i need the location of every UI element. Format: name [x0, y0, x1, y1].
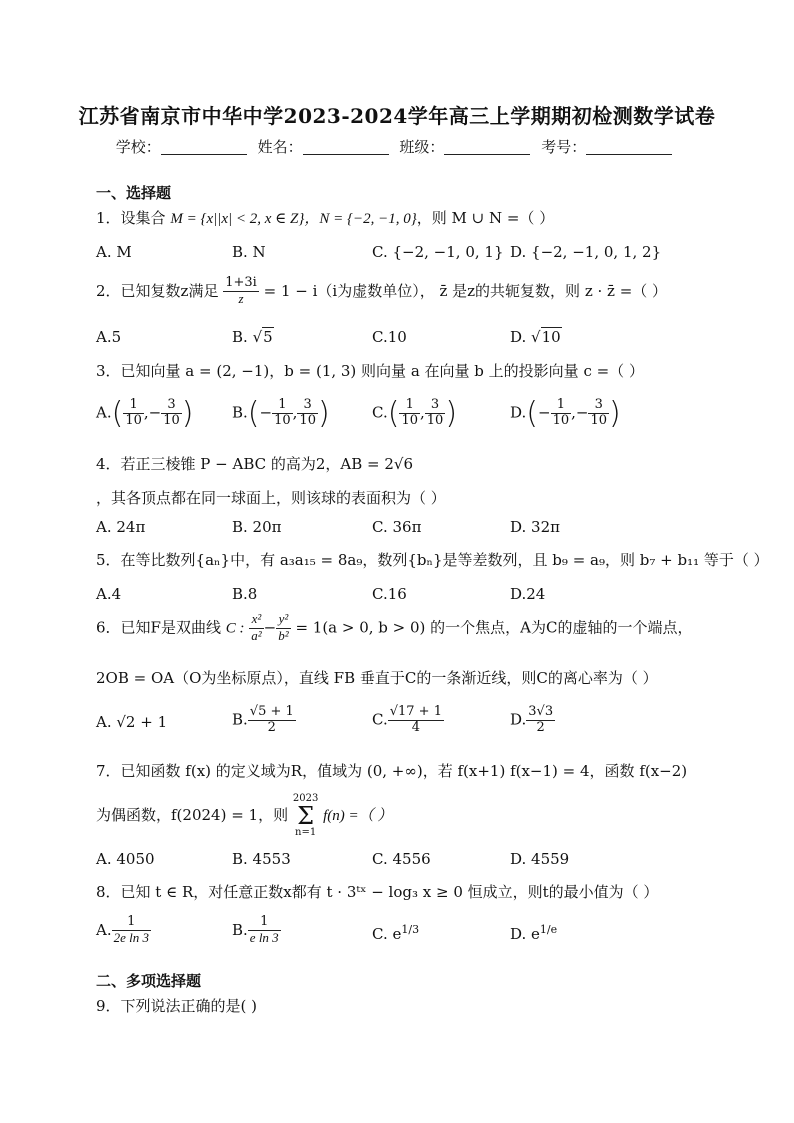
q6-option-a[interactable]: A. √2 + 1	[96, 713, 168, 731]
question-4-line-1: 4．若正三棱锥 P − ABC 的高为2，AB = 2√6	[96, 455, 414, 473]
class-label: 班级：	[399, 138, 445, 156]
q2-ask: z̄ 是z的共轭复数，则 z · z̄ =（ ）	[439, 281, 668, 300]
q3-option-c[interactable]: C.( $\frac{1}{10}$ , $\frac{3}{10}$ )	[372, 396, 458, 431]
question-4-line-2: ，其各顶点都在同一球面上，则该球的表面积为（ ）	[96, 489, 446, 507]
q2-option-c[interactable]: C.10	[372, 328, 407, 346]
q2-option-b[interactable]: B. √5	[232, 328, 273, 346]
q5-option-b[interactable]: B.8	[232, 585, 258, 603]
q1-option-c[interactable]: C. {−2, −1, 0, 1}	[372, 243, 504, 261]
id-label: 考号：	[541, 138, 587, 156]
q2-option-d[interactable]: D. √10	[510, 328, 561, 346]
q1-option-b[interactable]: B. N	[232, 243, 266, 261]
question-3: 3．已知向量 a = (2, −1)，b = (1, 3) 则向量 a 在向量 b 上的投影向量 c =（ ）	[96, 362, 644, 380]
q6-option-b[interactable]: B. $\frac{√5 + 1}{2}$	[232, 704, 294, 735]
q8-options	[96, 915, 736, 961]
q3-options	[96, 396, 736, 442]
q3-option-a[interactable]: A.( $\frac{1}{10}$ ,− $\frac{3}{10}$ )	[96, 396, 194, 431]
q7-summation: 2023 Σ n=1	[292, 793, 319, 838]
q1-option-a[interactable]: A. M	[96, 243, 132, 261]
school-blank[interactable]	[161, 138, 247, 155]
question-2	[96, 276, 667, 308]
question-6-line-1: 6．已知F是双曲线 C : $\frac{\text{x²}}{\text{a²}}$ − $\frac{\text{y²}}{\text{b²}}$ = 1(a > 0, b > 0) 的一个焦点，A为C的虚轴的一个端点，	[96, 611, 693, 643]
question-7-line-2: 为偶函数，f(2024) = 1，则 2023 Σ n=1 f(n) =（ ）	[96, 793, 393, 838]
q2-condition: = 1 − i（i为虚数单位），	[263, 281, 435, 300]
q4-option-d[interactable]: D. 32π	[510, 518, 560, 536]
school-label: 学校：	[115, 138, 161, 156]
q5-option-c[interactable]: C.16	[372, 585, 407, 603]
question-1	[96, 207, 554, 228]
question-6-line-2: 2OB = OA（O为坐标原点），直线 FB 垂直于C的一条渐近线，则C的离心率为（ ）	[96, 669, 658, 687]
q2-fraction: $\frac{1+3i}{z}$	[225, 275, 257, 306]
q8-option-c[interactable]: C. $e^{1/3}$	[372, 923, 420, 943]
question-7-line-1: 7．已知函数 f(x) 的定义域为R，值域为 (0, +∞)，若 f(x+1) f(x−1) = 4，函数 f(x−2)	[96, 762, 688, 780]
q7-option-c[interactable]: C. 4556	[372, 850, 431, 868]
page-title: 江苏省南京市中华中学2023-2024学年高三上学期期初检测数学试卷	[78, 104, 716, 128]
q2-stem: 2．已知复数z满足	[96, 281, 219, 300]
q1-stem: 1．设集合	[96, 209, 166, 227]
q7-option-a[interactable]: A. 4050	[96, 850, 155, 868]
q1-set-n: ，N = {−2, −1, 0}	[304, 211, 417, 227]
q1-option-d[interactable]: D. {−2, −1, 0, 1, 2}	[510, 243, 662, 261]
name-blank[interactable]	[303, 138, 389, 155]
q6-option-c[interactable]: C. $\frac{√17 + 1}{4}$	[372, 704, 442, 735]
question-5: 5．在等比数列{aₙ}中，有 a₃a₁₅ = 8a₉，数列{bₙ}是等差数列，且 b₉ = a₉，则 b₇ + b₁₁ 等于（ ）	[96, 551, 769, 569]
q6-option-d[interactable]: D. $\frac{3√3}{2}$	[510, 704, 554, 735]
q3-option-b[interactable]: B.(− $\frac{1}{10}$ , $\frac{3}{10}$ )	[232, 396, 330, 431]
name-label: 姓名：	[257, 138, 303, 156]
class-blank[interactable]	[444, 138, 530, 155]
q8-option-b[interactable]: B. $\frac{1}{\text{e ln 3}}$	[232, 914, 279, 945]
question-9: 9．下列说法正确的是( )	[96, 997, 258, 1015]
question-8: 8．已知 t ∈ R，对任意正数x都有 t · 3ᵗˣ − log₃ x ≥ 0 恒成立，则t的最小值为（ ）	[96, 883, 659, 901]
q4-option-b[interactable]: B. 20π	[232, 518, 282, 536]
q1-set-m: M = {x||x| < 2, x ∈ Z}	[170, 211, 305, 227]
q6-options	[96, 705, 736, 751]
q8-option-a[interactable]: A. $\frac{1}{\text{2e ln 3}}$	[96, 914, 149, 945]
q7-option-d[interactable]: D. 4559	[510, 850, 570, 868]
q4-option-a[interactable]: A. 24π	[96, 518, 146, 536]
section-multi-choice: 二、多项选择题	[96, 972, 202, 990]
section-choice: 一、选择题	[96, 184, 172, 202]
q5-option-a[interactable]: A.4	[96, 585, 122, 603]
q1-ask: ，则 M ∪ N =（ ）	[416, 209, 555, 227]
id-blank[interactable]	[586, 138, 672, 155]
q2-option-a[interactable]: A.5	[96, 328, 122, 346]
q4-option-c[interactable]: C. 36π	[372, 518, 422, 536]
q7-option-b[interactable]: B. 4553	[232, 850, 291, 868]
student-info-line	[0, 136, 794, 157]
q8-option-d[interactable]: D. $e^{1/e}$	[510, 923, 558, 943]
q5-option-d[interactable]: D.24	[510, 585, 546, 603]
q3-option-d[interactable]: D.(− $\frac{1}{10}$ ,− $\frac{3}{10}$ )	[510, 396, 621, 431]
